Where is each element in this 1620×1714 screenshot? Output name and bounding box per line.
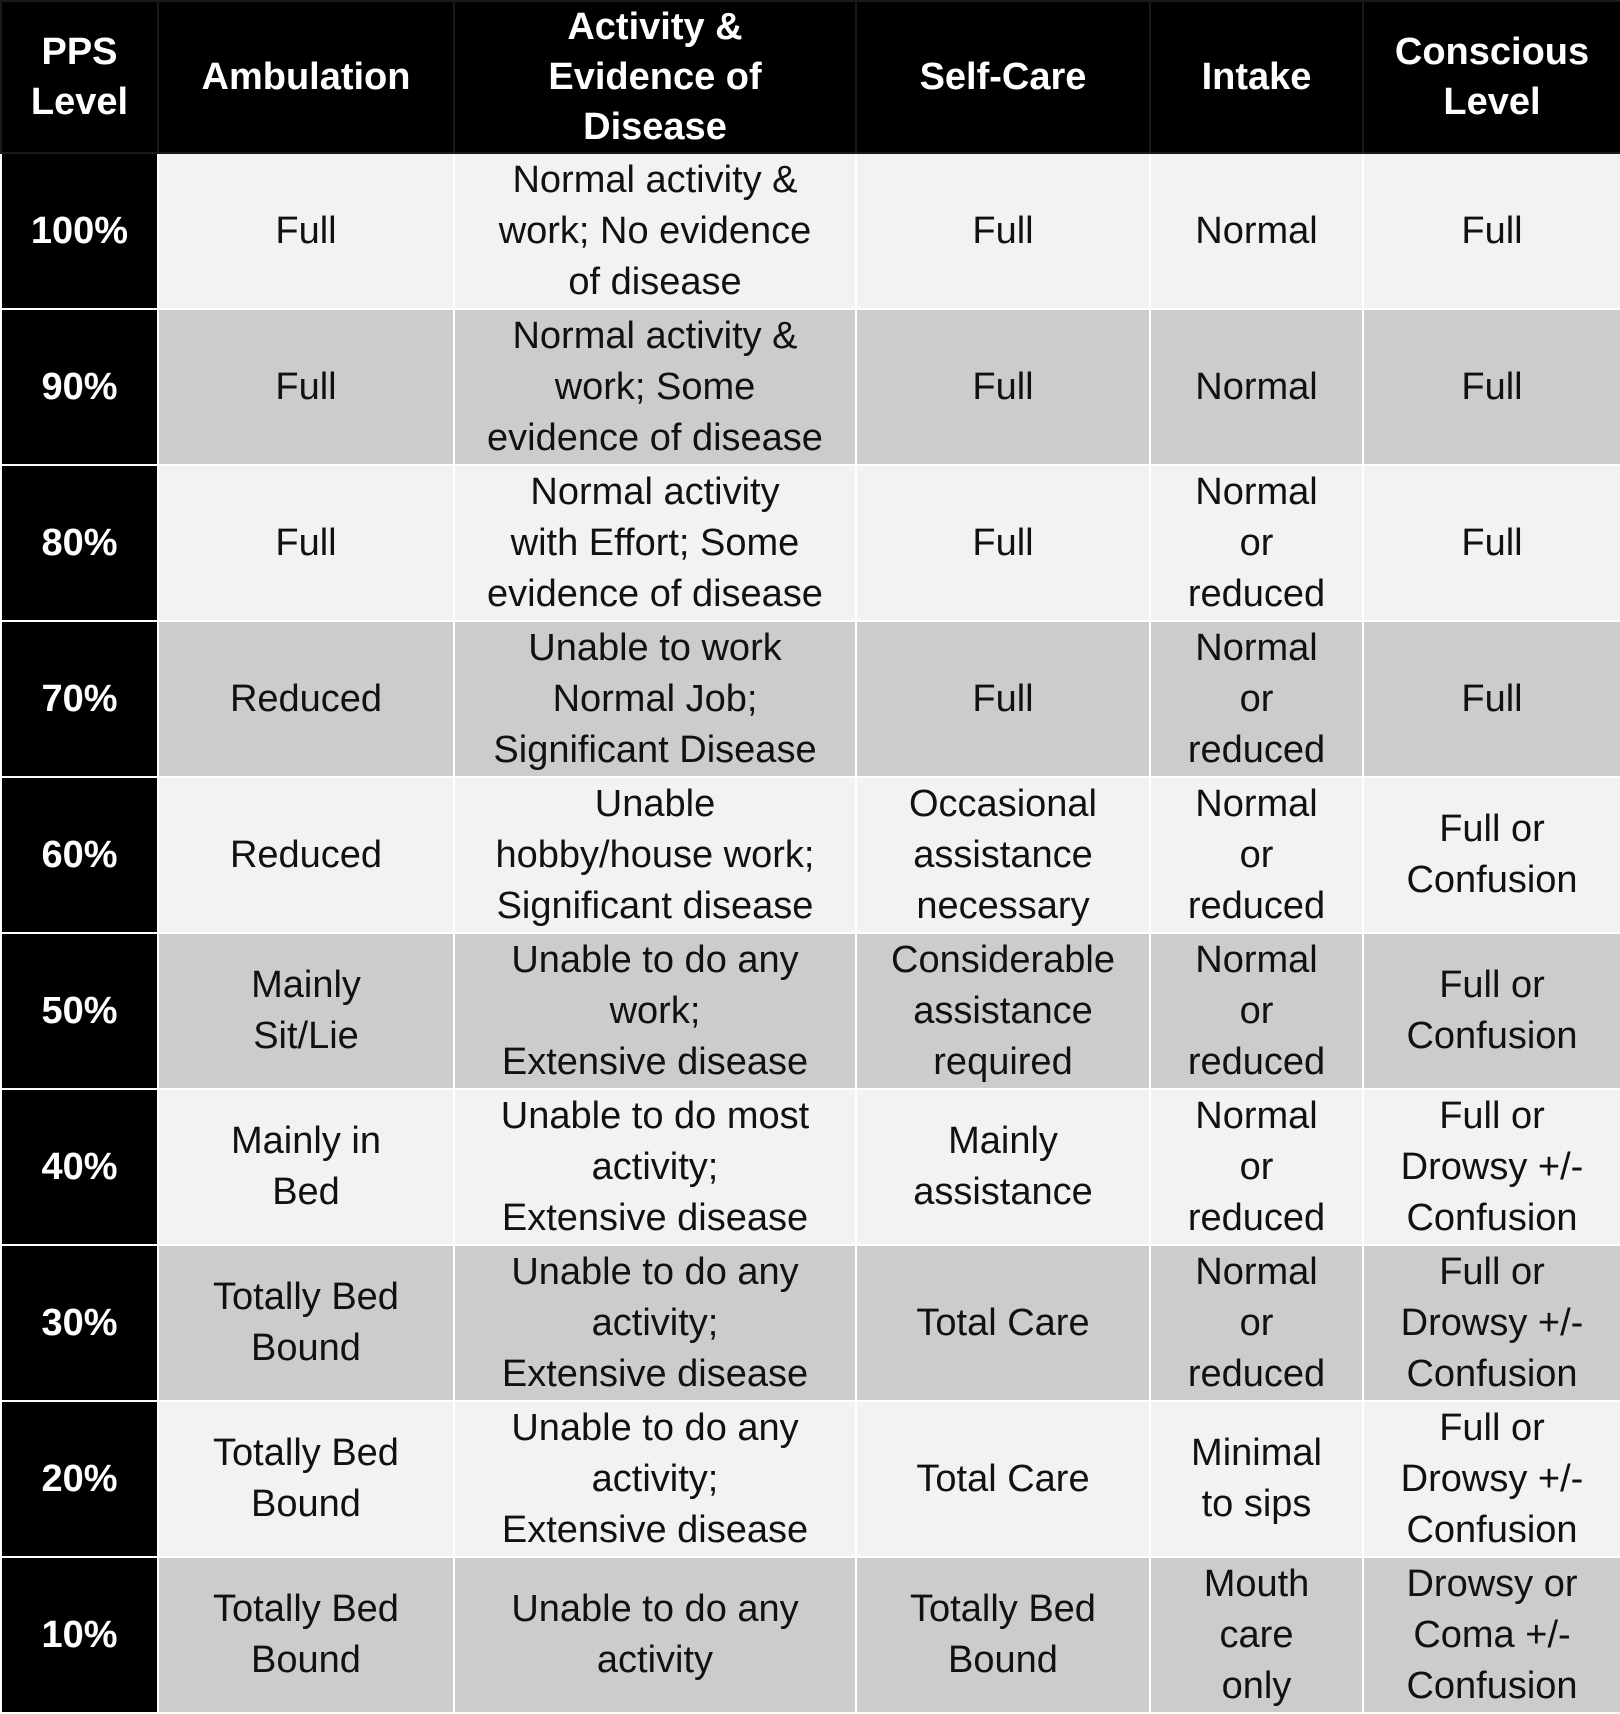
conscious-cell: Full or Confusion — [1363, 777, 1620, 933]
table-row — [1, 465, 1620, 621]
level-cell: 100% — [1, 153, 158, 309]
level-cell: 50% — [1, 933, 158, 1089]
table-row — [1, 153, 1620, 309]
conscious-cell: Full or Confusion — [1363, 933, 1620, 1089]
self-care-cell: Full — [856, 621, 1150, 777]
self-care-cell: Full — [856, 465, 1150, 621]
header-row — [1, 1, 1620, 153]
table-row — [1, 933, 1620, 1089]
conscious-cell: Full or Drowsy +/- Confusion — [1363, 1245, 1620, 1401]
intake-cell: Normal or reduced — [1150, 465, 1363, 621]
ambulation-cell: Mainly in Bed — [158, 1089, 454, 1245]
ambulation-cell: Totally Bed Bound — [158, 1245, 454, 1401]
header-conscious-level: Conscious Level — [1363, 1, 1620, 153]
table-row — [1, 1245, 1620, 1401]
conscious-cell: Full — [1363, 309, 1620, 465]
table-row — [1, 1557, 1620, 1713]
activity-cell: Unable to work Normal Job; Significant Disease — [454, 621, 856, 777]
level-cell: 20% — [1, 1401, 158, 1557]
activity-cell: Normal activity with Effort; Some evidence of disease — [454, 465, 856, 621]
ambulation-cell: Totally Bed Bound — [158, 1557, 454, 1713]
activity-cell: Normal activity & work; Some evidence of disease — [454, 309, 856, 465]
ambulation-cell: Full — [158, 465, 454, 621]
activity-cell: Unable to do any activity — [454, 1557, 856, 1713]
ambulation-cell: Reduced — [158, 621, 454, 777]
table-row — [1, 621, 1620, 777]
activity-cell: Unable to do any activity; Extensive disease — [454, 1245, 856, 1401]
self-care-cell: Total Care — [856, 1245, 1150, 1401]
intake-cell: Normal or reduced — [1150, 1245, 1363, 1401]
table-row — [1, 777, 1620, 933]
level-cell: 90% — [1, 309, 158, 465]
self-care-cell: Full — [856, 309, 1150, 465]
activity-cell: Unable to do any activity; Extensive disease — [454, 1401, 856, 1557]
conscious-cell: Full — [1363, 465, 1620, 621]
header-intake: Intake — [1150, 1, 1363, 153]
table-row — [1, 309, 1620, 465]
header-self-care: Self-Care — [856, 1, 1150, 153]
conscious-cell: Full — [1363, 153, 1620, 309]
header-activity: Activity & Evidence of Disease — [454, 1, 856, 153]
self-care-cell: Total Care — [856, 1401, 1150, 1557]
table-row — [1, 1401, 1620, 1557]
intake-cell: Normal — [1150, 153, 1363, 309]
level-cell: 40% — [1, 1089, 158, 1245]
intake-cell: Mouth care only — [1150, 1557, 1363, 1713]
level-cell: 10% — [1, 1557, 158, 1713]
ambulation-cell: Full — [158, 153, 454, 309]
intake-cell: Normal or reduced — [1150, 777, 1363, 933]
activity-cell: Unable hobby/house work; Significant disease — [454, 777, 856, 933]
self-care-cell: Totally Bed Bound — [856, 1557, 1150, 1713]
ambulation-cell: Mainly Sit/Lie — [158, 933, 454, 1089]
table-row — [1, 1089, 1620, 1245]
intake-cell: Normal or reduced — [1150, 1089, 1363, 1245]
level-cell: 70% — [1, 621, 158, 777]
conscious-cell: Full or Drowsy +/- Confusion — [1363, 1089, 1620, 1245]
intake-cell: Minimal to sips — [1150, 1401, 1363, 1557]
intake-cell: Normal or reduced — [1150, 621, 1363, 777]
conscious-cell: Drowsy or Coma +/- Confusion — [1363, 1557, 1620, 1713]
activity-cell: Normal activity & work; No evidence of disease — [454, 153, 856, 309]
ambulation-cell: Reduced — [158, 777, 454, 933]
ambulation-cell: Full — [158, 309, 454, 465]
activity-cell: Unable to do most activity; Extensive disease — [454, 1089, 856, 1245]
self-care-cell: Mainly assistance — [856, 1089, 1150, 1245]
intake-cell: Normal — [1150, 309, 1363, 465]
level-cell: 60% — [1, 777, 158, 933]
self-care-cell: Occasional assistance necessary — [856, 777, 1150, 933]
conscious-cell: Full — [1363, 621, 1620, 777]
conscious-cell: Full or Drowsy +/- Confusion — [1363, 1401, 1620, 1557]
level-cell: 80% — [1, 465, 158, 621]
level-cell: 30% — [1, 1245, 158, 1401]
self-care-cell: Considerable assistance required — [856, 933, 1150, 1089]
intake-cell: Normal or reduced — [1150, 933, 1363, 1089]
header-ambulation: Ambulation — [158, 1, 454, 153]
header-pps-level: PPS Level — [1, 1, 158, 153]
activity-cell: Unable to do any work; Extensive disease — [454, 933, 856, 1089]
self-care-cell: Full — [856, 153, 1150, 309]
ambulation-cell: Totally Bed Bound — [158, 1401, 454, 1557]
